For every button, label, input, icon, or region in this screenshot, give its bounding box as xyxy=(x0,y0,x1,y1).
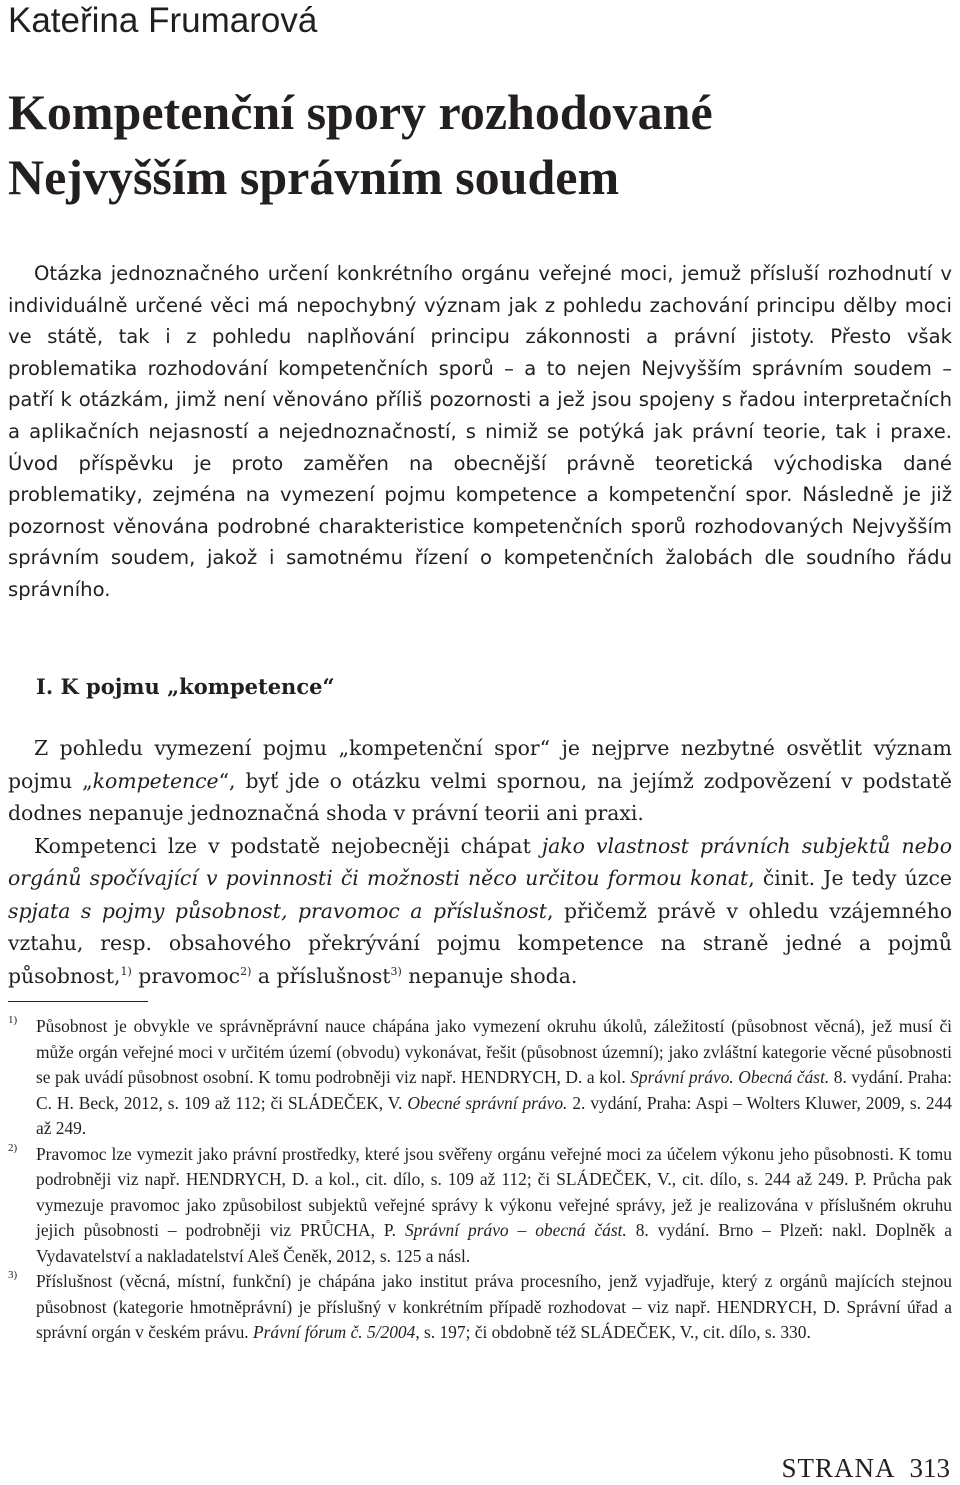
paragraph-1 xyxy=(8,732,952,830)
paragraph-2-text-end: nepanuje shoda. xyxy=(401,963,578,988)
author-name: Kateřina Frumarová xyxy=(8,1,318,40)
footnote-text: 8. vydání. Brno – Plzeň: nakl. Doplněk a Vydavatelství a nakladatelství Aleš Čeněk, 2012, s. 125 a násl. xyxy=(36,1220,952,1266)
footnote-text: 2. vydání, Praha: Aspi – Wolters Kluwer, 2009, s. 244 až 249. xyxy=(36,1092,952,1138)
footnote-1 xyxy=(8,1014,952,1142)
footnote-2 xyxy=(8,1142,952,1270)
footnote-ref-2[interactable]: 2) xyxy=(240,964,252,978)
footnote-mark: 2) xyxy=(8,1141,18,1154)
paragraph-2-text: , přičemž právě v ohledu vzájemného vztahu, resp. obsahového překrývání pojmu kompetence na straně jedné a pojmů působnost, xyxy=(8,898,952,988)
paragraph-2-text: pravomoc xyxy=(131,963,241,988)
section-heading: I. K pojmu „kompetence“ xyxy=(36,674,335,699)
paragraph-2 xyxy=(8,830,952,993)
footnote-mark: 1) xyxy=(8,1014,18,1026)
footnote-text: Pravomoc lze vymezit jako právní prostředky, které jsou svěřeny orgánu veřejné moci za účelem výkonu jeho působnosti. K tomu podrobněji viz např. HENDRYCH, D. a kol., cit. dílo, s. 109 až 112; či SLÁDEČEK, V., cit. dílo, s. 244 až 249. P. Průcha pak vymezuje pravomoc jako způsobilost subjektů veřejné správy k výkonu veřejné správy, jež je realizována v příslušném okruhu jejich působnosti – podrobněji viz PRŮCHA, P. xyxy=(36,1143,952,1240)
page-footer xyxy=(781,1452,950,1484)
page-number: 313 xyxy=(909,1453,950,1483)
footnotes xyxy=(8,1014,952,1346)
footnote-mark: 3) xyxy=(8,1269,18,1281)
paragraph-2-italic-terms: spjata s pojmy působnost, pravomoc a příslušnost xyxy=(8,898,547,923)
article-title xyxy=(8,80,948,210)
paragraph-1-text: Z pohledu vymezení pojmu „kompetenční spor“ je nejprve nezbytné osvětlit význam pojmu „ xyxy=(8,736,952,793)
footnote-text: Příslušnost (věcná, místní, funkční) je chápána jako institut práva procesního, jenž vyjadřuje, který z orgánů majících stejnou působnost (kategorie hmotněprávní) je příslušný v konkrétním případě rozhodovat – viz např. HENDRYCH, D. Správní úřad a správní orgán v českém právu. xyxy=(36,1271,952,1342)
footnote-text: 8. vydání. Praha: C. H. Beck, 2012, s. 109 až 112; či SLÁDEČEK, V. xyxy=(36,1067,952,1113)
paragraph-1-text-end: “, byť jde o otázku velmi spornou, na jejímž zodpovězení v podstatě dodnes nepanuje jednoznačná shoda v právní teorii ani praxi. xyxy=(8,768,952,825)
abstract-text: Otázka jednoznačného určení konkrétního orgánu veřejné moci, jemuž přísluší rozhodnutí v individuálně určené věci má nepochybný význam jak z pohledu zachování principu dělby moci ve státě, tak i z pohledu naplňování principu zákonnosti a právní jistoty. Přesto však problematika rozhodování kompetenčních sporů – a to nejen Nejvyšším správním soudem – patří k otázkám, jimž není věnováno příliš pozornosti a jež jsou spojeny s řadou interpretačních a aplikačních nejasností a nejednoznačností, s nimiž se potýká jak právní teorie, tak i praxe. Úvod příspěvku je proto zaměřen na obecnější právně teoretická východiska dané problematiky, zejména na vymezení pojmu kompetence a kompetenční spor. Následně je již pozornost věnována podrobné charakteristice kompetenčních sporů rozhodovaných Nejvyšším správním soudem, jakož i samotnému řízení o kompetenčních žalobách dle soudního řádu správního. xyxy=(8,262,952,601)
footnote-divider xyxy=(8,1001,148,1002)
paragraph-2-text: , činit. Je tedy úzce xyxy=(748,866,952,890)
paragraph-2-italic-definition: jako vlastnost právních subjektů nebo orgánů spočívající v povinnosti či možnosti něco určitou formou konat xyxy=(8,833,952,890)
paragraph-2-text: Kompetenci lze v podstatě nejobecněji chápat xyxy=(34,833,542,858)
abstract xyxy=(8,258,952,606)
footnote-3 xyxy=(8,1269,952,1346)
footnote-italic: Správní právo. Obecná část. xyxy=(630,1067,830,1087)
footnote-italic: Právní fórum č. 5/2004 xyxy=(253,1322,416,1342)
article-title-line-2: Nejvyšším správním soudem xyxy=(8,149,620,205)
footnote-text: , s. 197; či obdobně též SLÁDEČEK, V., cit. dílo, s. 330. xyxy=(415,1322,811,1342)
page-label: STRANA xyxy=(781,1453,896,1483)
article-title-line-1: Kompetenční spory rozhodované xyxy=(8,84,713,140)
footnote-ref-3[interactable]: 3) xyxy=(390,964,402,978)
body-text xyxy=(8,732,952,992)
paragraph-1-italic: kompetence xyxy=(92,768,219,793)
footnote-italic: Obecné správní právo. xyxy=(407,1092,568,1113)
footnote-ref-1[interactable]: 1) xyxy=(120,964,132,978)
paragraph-2-text: a příslušnost xyxy=(251,963,391,988)
footnote-italic: Správní právo – obecná část. xyxy=(404,1220,627,1240)
footnote-text: Působnost je obvykle ve správněprávní nauce chápána jako vymezení okruhu úkolů, záležitostí (působnost věcná), jež musí či může orgán veřejné moci v určitém území (obvodu) vykonávat, řešit (působnost územní); jako zvláštní kategorie věcné působnosti se pak uvádí působnost osobní. K tomu podrobněji viz např. HENDRYCH, D. a kol. xyxy=(36,1016,952,1087)
